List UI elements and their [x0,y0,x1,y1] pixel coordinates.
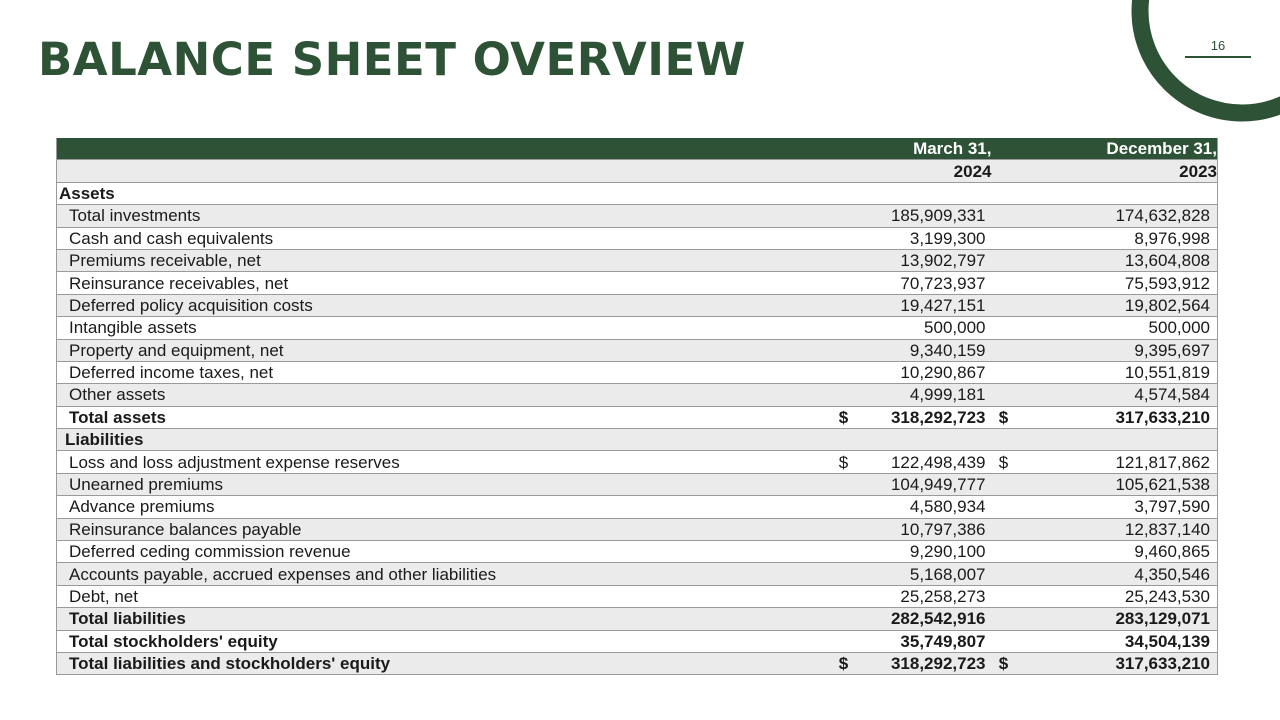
value-2024: 13,902,797 [854,249,994,271]
value-2023: 500,000 [1014,317,1218,339]
currency-symbol-2023 [994,563,1014,585]
table-row [57,205,1218,227]
currency-symbol-2023 [994,317,1014,339]
value-2023: 317,633,210 [1014,406,1218,428]
currency-symbol-2023 [994,585,1014,607]
currency-symbol-2024 [834,630,854,652]
currency-symbol-2024 [834,317,854,339]
value-2023: 283,129,071 [1014,608,1218,630]
header-december-31: December 31, [1014,138,1218,160]
currency-symbol-2023 [994,608,1014,630]
value-2023: 10,551,819 [1014,361,1218,383]
value-2023: 9,395,697 [1014,339,1218,361]
row-label: Total stockholders' equity [57,630,834,652]
value-2024: 70,723,937 [854,272,994,294]
table-row [57,451,1218,473]
currency-symbol-2024 [834,585,854,607]
value-2023: 4,350,546 [1014,563,1218,585]
currency-symbol-2023: $ [994,406,1014,428]
row-label: Loss and loss adjustment expense reserves [57,451,834,473]
row-label: Total investments [57,205,834,227]
value-2024: 185,909,331 [854,205,994,227]
value-2024: 25,258,273 [854,585,994,607]
value-2023: 105,621,538 [1014,473,1218,495]
value-2023: 9,460,865 [1014,541,1218,563]
value-2024: 318,292,723 [854,406,994,428]
currency-symbol-2023 [994,541,1014,563]
table-row [57,585,1218,607]
currency-symbol-2024 [834,182,854,204]
table-row [57,384,1218,406]
value-2024: 282,542,916 [854,608,994,630]
table-row [57,608,1218,630]
value-2023: 25,243,530 [1014,585,1218,607]
value-2024: 500,000 [854,317,994,339]
value-2023: 4,574,584 [1014,384,1218,406]
table-row [57,182,1218,204]
table-row [57,317,1218,339]
table-row [57,518,1218,540]
row-label: Deferred income taxes, net [57,361,834,383]
value-2023: 19,802,564 [1014,294,1218,316]
currency-symbol-2023 [994,473,1014,495]
currency-symbol-2024 [834,518,854,540]
value-2023: 317,633,210 [1014,652,1218,674]
currency-symbol-2023 [994,339,1014,361]
currency-symbol-2024 [834,384,854,406]
value-2024: 9,340,159 [854,339,994,361]
balance-sheet-table [56,138,1218,675]
header-blank [57,138,834,160]
value-2023: 13,604,808 [1014,249,1218,271]
value-2024 [854,429,994,451]
value-2024: 10,290,867 [854,361,994,383]
table-row [57,473,1218,495]
value-2024: 4,999,181 [854,384,994,406]
currency-symbol-2023 [994,496,1014,518]
currency-symbol-2023 [994,518,1014,540]
currency-symbol-2024 [834,339,854,361]
header-march-31: March 31, [854,138,994,160]
currency-symbol-2023 [994,205,1014,227]
value-2023: 174,632,828 [1014,205,1218,227]
table-row [57,429,1218,451]
row-label: Advance premiums [57,496,834,518]
row-label: Assets [57,182,834,204]
currency-symbol-2024 [834,361,854,383]
currency-symbol-2024 [834,272,854,294]
row-label: Total liabilities [57,608,834,630]
currency-symbol-2023 [994,361,1014,383]
table-row [57,630,1218,652]
currency-symbol-2024 [834,205,854,227]
currency-symbol-2023 [994,630,1014,652]
header-year-2023: 2023 [1014,160,1218,182]
value-2024: 9,290,100 [854,541,994,563]
currency-symbol-2023 [994,294,1014,316]
row-label: Total liabilities and stockholders' equity [57,652,834,674]
currency-symbol-2024 [834,429,854,451]
row-label: Reinsurance balances payable [57,518,834,540]
table-row [57,294,1218,316]
row-label: Reinsurance receivables, net [57,272,834,294]
value-2023 [1014,182,1218,204]
row-label: Premiums receivable, net [57,249,834,271]
table-row [57,272,1218,294]
value-2023: 34,504,139 [1014,630,1218,652]
currency-symbol-2023 [994,429,1014,451]
currency-symbol-2023 [994,249,1014,271]
currency-symbol-2024: $ [834,652,854,674]
currency-symbol-2023 [994,182,1014,204]
value-2024: 10,797,386 [854,518,994,540]
table-row [57,652,1218,674]
table-row [57,249,1218,271]
decorative-arc [1127,0,1280,126]
value-2023: 8,976,998 [1014,227,1218,249]
value-2023: 75,593,912 [1014,272,1218,294]
row-label: Deferred policy acquisition costs [57,294,834,316]
value-2023: 121,817,862 [1014,451,1218,473]
value-2024: 122,498,439 [854,451,994,473]
row-label: Accounts payable, accrued expenses and other liabilities [57,563,834,585]
row-label: Liabilities [57,429,834,451]
page-title: BALANCE SHEET OVERVIEW [38,33,746,86]
row-label: Unearned premiums [57,473,834,495]
row-label: Other assets [57,384,834,406]
currency-symbol-2024: $ [834,406,854,428]
row-label: Property and equipment, net [57,339,834,361]
header-blank [57,160,834,182]
value-2024: 35,749,807 [854,630,994,652]
row-label: Total assets [57,406,834,428]
currency-symbol-2023: $ [994,652,1014,674]
currency-symbol-2024 [834,227,854,249]
page-number: 16 [1210,38,1226,53]
currency-symbol-2024 [834,541,854,563]
currency-symbol-2024 [834,249,854,271]
value-2024 [854,182,994,204]
row-label: Intangible assets [57,317,834,339]
value-2024: 5,168,007 [854,563,994,585]
table-row [57,406,1218,428]
currency-symbol-2023 [994,384,1014,406]
currency-symbol-2024: $ [834,451,854,473]
row-label: Deferred ceding commission revenue [57,541,834,563]
currency-symbol-2023 [994,227,1014,249]
table-row [57,541,1218,563]
header-row-1 [57,138,1218,160]
table-body [57,138,1218,675]
currency-symbol-2024 [834,473,854,495]
row-label: Debt, net [57,585,834,607]
value-2024: 318,292,723 [854,652,994,674]
currency-symbol-2023 [994,272,1014,294]
table-row [57,361,1218,383]
currency-symbol-2024 [834,563,854,585]
row-label: Cash and cash equivalents [57,227,834,249]
value-2024: 19,427,151 [854,294,994,316]
page-number-underline [1185,56,1251,58]
value-2024: 104,949,777 [854,473,994,495]
value-2023: 3,797,590 [1014,496,1218,518]
table-row [57,563,1218,585]
table-row [57,227,1218,249]
value-2023: 12,837,140 [1014,518,1218,540]
value-2024: 3,199,300 [854,227,994,249]
value-2023 [1014,429,1218,451]
header-year-2024: 2024 [854,160,994,182]
currency-symbol-2024 [834,496,854,518]
value-2024: 4,580,934 [854,496,994,518]
table-row [57,496,1218,518]
currency-symbol-2023: $ [994,451,1014,473]
currency-symbol-2024 [834,294,854,316]
table-row [57,339,1218,361]
header-row-2 [57,160,1218,182]
currency-symbol-2024 [834,608,854,630]
